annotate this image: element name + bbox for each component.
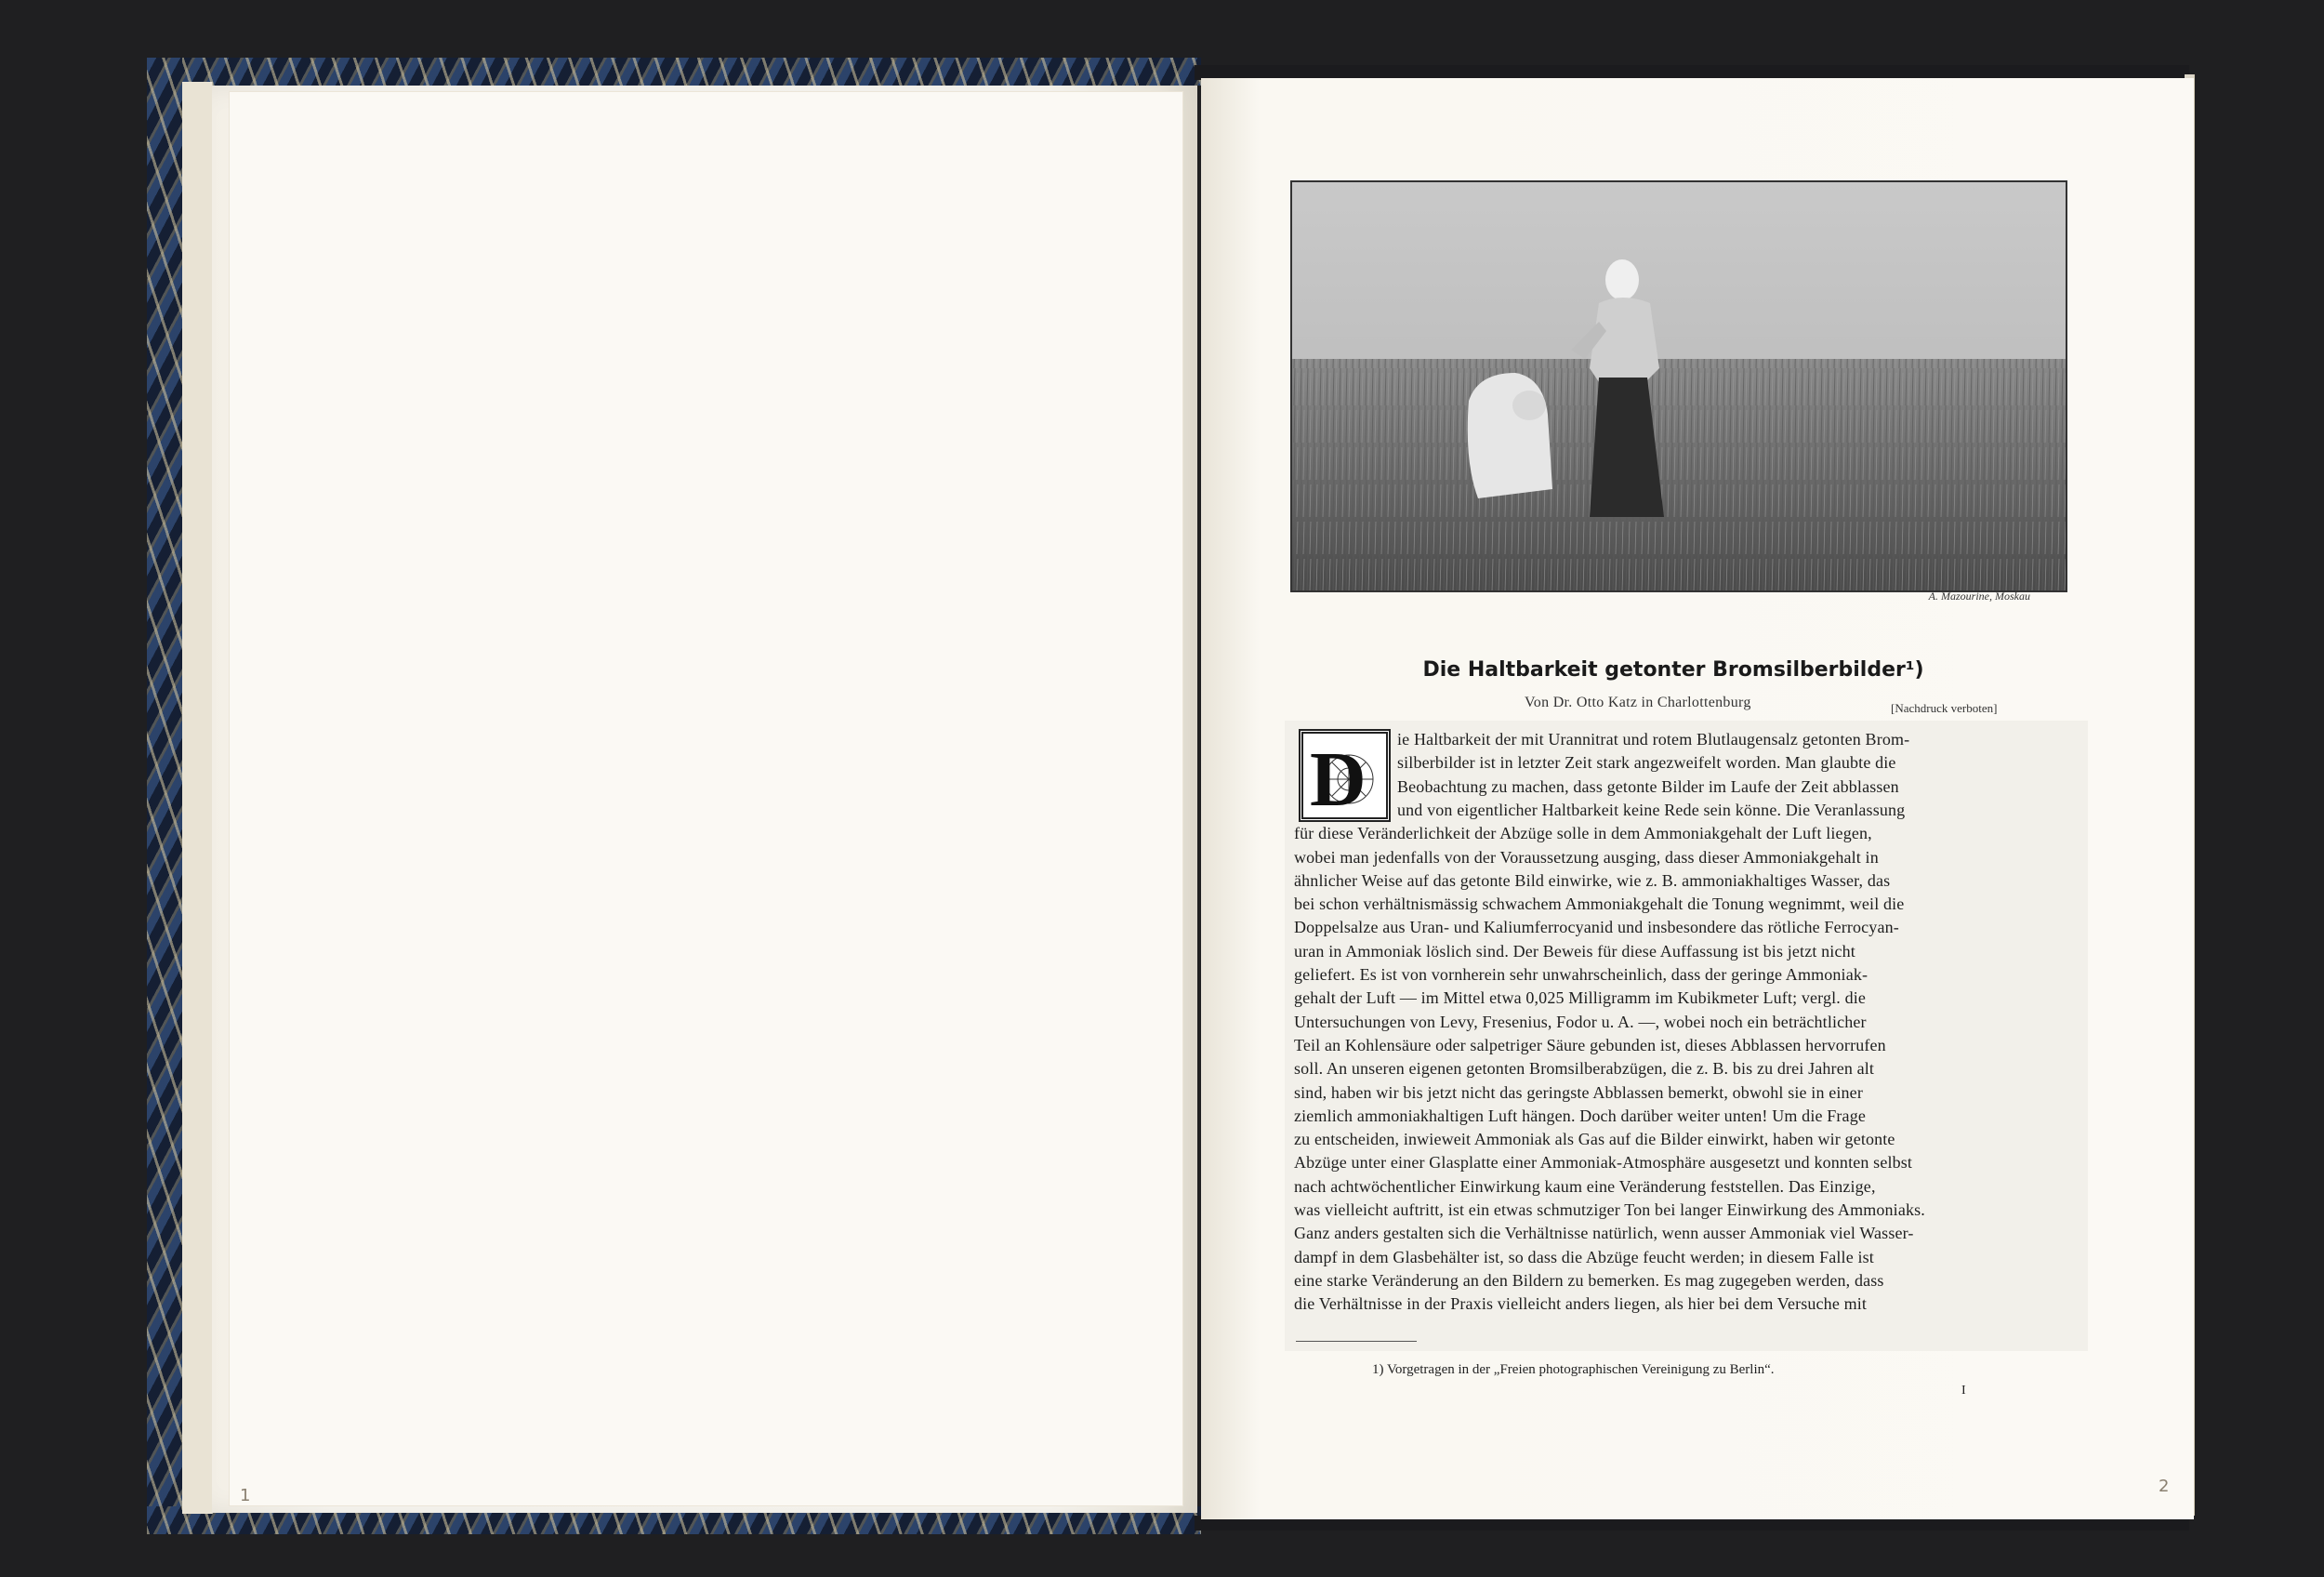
signature-mark: I xyxy=(1961,1384,1966,1398)
body-line: wobei man jedenfalls von der Voraussetzung ausging, dass dieser Ammoniakgehalt in xyxy=(1294,847,1879,867)
body-line: zu entscheiden, inwieweit Ammoniak als Gas auf die Bilder einwirkt, haben wir getonte xyxy=(1294,1130,1895,1149)
body-line: die Verhältnisse in der Praxis vielleicht anders liegen, als hier bei dem Versuche mit xyxy=(1294,1294,1868,1314)
left-page-number: 1 xyxy=(240,1486,251,1505)
body-line: geliefert. Es ist von vornherein sehr unwahrscheinlich, dass der geringe Ammoniak- xyxy=(1294,965,1868,984)
footnote: 1) Vorgetragen in der „Freien photographischen Vereinigung zu Berlin“. xyxy=(1372,1362,1775,1377)
body-line: Doppelsalze aus Uran- und Kaliumferrocyanid und insbesondere das rötliche Ferrocyan- xyxy=(1294,918,1899,937)
body-line: Abzüge unter einer Glasplatte einer Ammoniak-Atmosphäre ausgesetzt und konnten selbst xyxy=(1294,1153,1913,1173)
ornamental-dropcap xyxy=(1299,729,1391,822)
page-edge-stack-left xyxy=(182,82,213,1514)
body-line: ie Haltbarkeit der mit Urannitrat und rotem Blutlaugensalz getonten Brom- xyxy=(1397,730,1910,749)
body-line: für diese Veränderlichkeit der Abzüge solle in dem Ammoniakgehalt der Luft liegen, xyxy=(1294,824,1872,843)
body-line: ähnlicher Weise auf das getonte Bild einwirke, wie z. B. ammoniakhaltiges Wasser, das xyxy=(1294,870,1891,890)
left-page-inner xyxy=(229,91,1183,1506)
body-line: gehalt der Luft — im Mittel etwa 0,025 Milligramm im Kubikmeter Luft; vergl. die xyxy=(1294,988,1867,1008)
book-cover-marble-spine xyxy=(147,58,182,1534)
wheat-field-photograph xyxy=(1290,180,2067,592)
article-title: Die Haltbarkeit getonter Bromsilberbilder¹) xyxy=(1422,658,1924,682)
body-line: und von eigentlicher Haltbarkeit keine Rede sein könne. Die Veranlassung xyxy=(1397,800,1906,819)
footnote-divider xyxy=(1296,1341,1417,1342)
body-line: ziemlich ammoniakhaltigen Luft hängen. Doch darüber weiter unten! Um die Frage xyxy=(1294,1106,1866,1125)
body-line: sind, haben wir bis jetzt nicht das geringste Abblassen bemerkt, obwohl sie in einer xyxy=(1294,1082,1863,1102)
body-line: Ganz anders gestalten sich die Verhältnisse natürlich, wenn ausser Ammoniak viel Wasser- xyxy=(1294,1224,1914,1243)
dropcap-letter: D xyxy=(1310,736,1367,822)
photo-credit: A. Mazourine, Moskau xyxy=(1928,590,2030,603)
body-line: was vielleicht auftritt, ist ein etwas schmutziger Ton bei langer Einwirkung des Ammoniaks. xyxy=(1294,1200,1925,1219)
body-line: Teil an Kohlensäure oder salpetriger Säure gebunden ist, dieses Abblassen hervorrufen xyxy=(1294,1035,1886,1054)
body-line: soll. An unseren eigenen getonten Bromsilberabzügen, die z. B. bis zu drei Jahren alt xyxy=(1294,1059,1875,1079)
body-line: nach achtwöchentlicher Einwirkung kaum eine Veränderung feststellen. Das Einzige, xyxy=(1294,1176,1876,1196)
body-line: eine starke Veränderung an den Bildern zu bemerken. Es mag zugegeben werden, dass xyxy=(1294,1270,1884,1290)
right-page-number: 2 xyxy=(2159,1477,2170,1496)
body-line: uran in Ammoniak löslich sind. Der Beweis für diese Auffassung ist bis jetzt nicht xyxy=(1294,941,1855,961)
body-line: bei schon verhältnismässig schwachem Ammoniakgehalt die Tonung wegnimmt, weil die xyxy=(1294,895,1905,914)
book-cover-marble-top xyxy=(147,58,1201,86)
body-line: dampf in dem Glasbehälter ist, so dass die Abzüge feucht werden; in diesem Falle ist xyxy=(1294,1247,1874,1266)
body-line: silberbilder ist in letzter Zeit stark angezweifelt worden. Man glaubte die xyxy=(1397,753,1896,773)
article-byline: Von Dr. Otto Katz in Charlottenburg xyxy=(1525,695,1751,710)
reprint-note: [Nachdruck verboten] xyxy=(1891,701,1998,715)
body-line: Untersuchungen von Levy, Fresenius, Fodor u. A. —, wobei noch ein beträchtlicher xyxy=(1294,1012,1867,1031)
body-line: Beobachtung zu machen, dass getonte Bilder im Laufe der Zeit abblassen xyxy=(1397,776,1899,796)
left-page xyxy=(212,86,1197,1513)
